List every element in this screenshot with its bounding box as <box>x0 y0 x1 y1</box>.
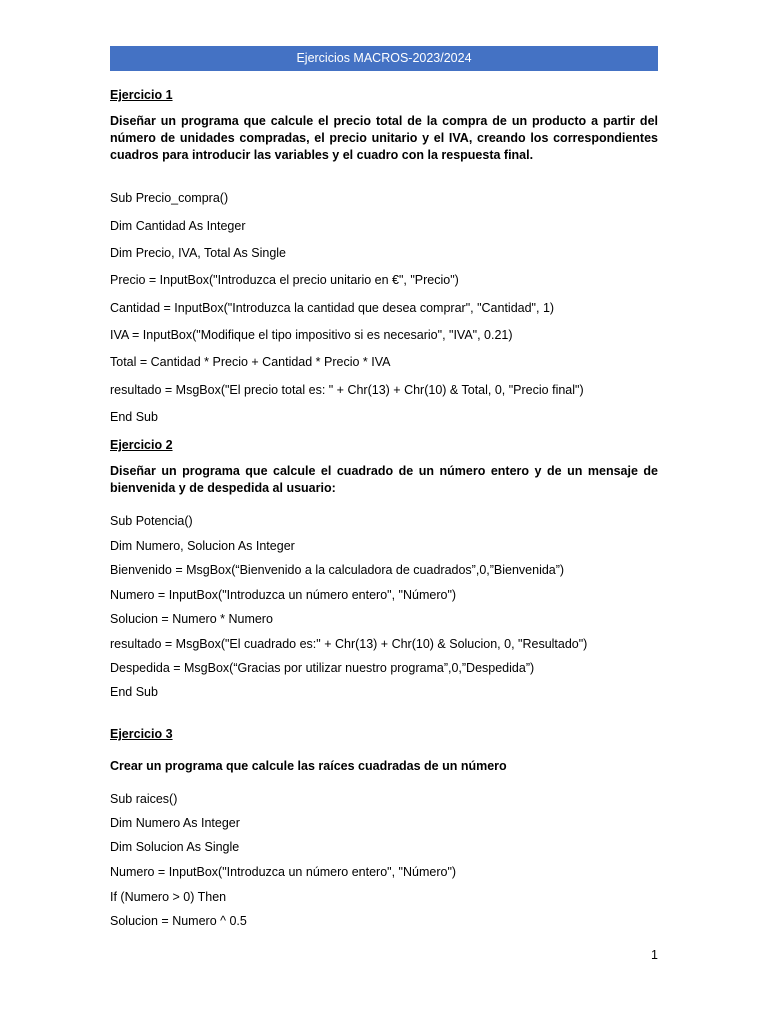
code-line: resultado = MsgBox("El cuadrado es:" + Chr(13) + Chr(10) & Solucion, 0, "Resultado") <box>110 637 588 651</box>
exercise-3-statement: Crear un programa que calcule las raíces cuadradas de un número <box>110 759 507 773</box>
code-line: IVA = InputBox("Modifique el tipo impositivo si es necesario", "IVA", 0.21) <box>110 328 513 342</box>
code-line: End Sub <box>110 685 158 699</box>
code-line: Dim Numero As Integer <box>110 816 240 830</box>
code-line: Dim Solucion As Single <box>110 840 240 854</box>
document-header: Ejercicios MACROS-2023/2024 <box>110 46 658 71</box>
code-line: Numero = InputBox("Introduzca un número entero", "Número") <box>110 588 457 602</box>
code-line: Dim Numero, Solucion As Integer <box>110 539 295 553</box>
code-line: resultado = MsgBox("El precio total es: " + Chr(13) + Chr(10) & Total, 0, "Precio final") <box>110 383 584 397</box>
exercise-2-statement: Diseñar un programa que calcule el cuadrado de un número entero y de un mensaje de bienvenida y de despedida al usuario: <box>110 464 658 495</box>
exercise-3-heading: Ejercicio 3 <box>110 727 173 741</box>
code-line: If (Numero > 0) Then <box>110 890 227 904</box>
code-line: Sub raices() <box>110 792 178 806</box>
code-line: Dim Cantidad As Integer <box>110 219 246 233</box>
code-line: Sub Potencia() <box>110 514 193 528</box>
code-line: Bienvenido = MsgBox(“Bienvenido a la calculadora de cuadrados”,0,”Bienvenida”) <box>110 563 565 577</box>
exercise-1-statement: Diseñar un programa que calcule el precio total de la compra de un producto a partir del número de unidades compradas, el precio unitario y el IVA, creando los correspondientes cuadros para introducir las variables y el cuadro con la respuesta final. <box>110 114 658 162</box>
exercise-1-heading: Ejercicio 1 <box>110 88 173 102</box>
code-line: Despedida = MsgBox(“Gracias por utilizar nuestro programa”,0,”Despedida”) <box>110 661 535 675</box>
code-line: Cantidad = InputBox("Introduzca la cantidad que desea comprar", "Cantidad", 1) <box>110 301 555 315</box>
code-line: Solucion = Numero ^ 0.5 <box>110 914 247 928</box>
code-line: Precio = InputBox("Introduzca el precio unitario en €", "Precio") <box>110 273 459 287</box>
code-line: Sub Precio_compra() <box>110 191 229 205</box>
code-line: Dim Precio, IVA, Total As Single <box>110 246 287 260</box>
page-number: 1 <box>651 948 658 962</box>
code-line: End Sub <box>110 410 158 424</box>
exercise-2-heading: Ejercicio 2 <box>110 438 173 452</box>
code-line: Numero = InputBox("Introduzca un número entero", "Número") <box>110 865 457 879</box>
code-line: Total = Cantidad * Precio + Cantidad * Precio * IVA <box>110 355 391 369</box>
code-line: Solucion = Numero * Numero <box>110 612 273 626</box>
